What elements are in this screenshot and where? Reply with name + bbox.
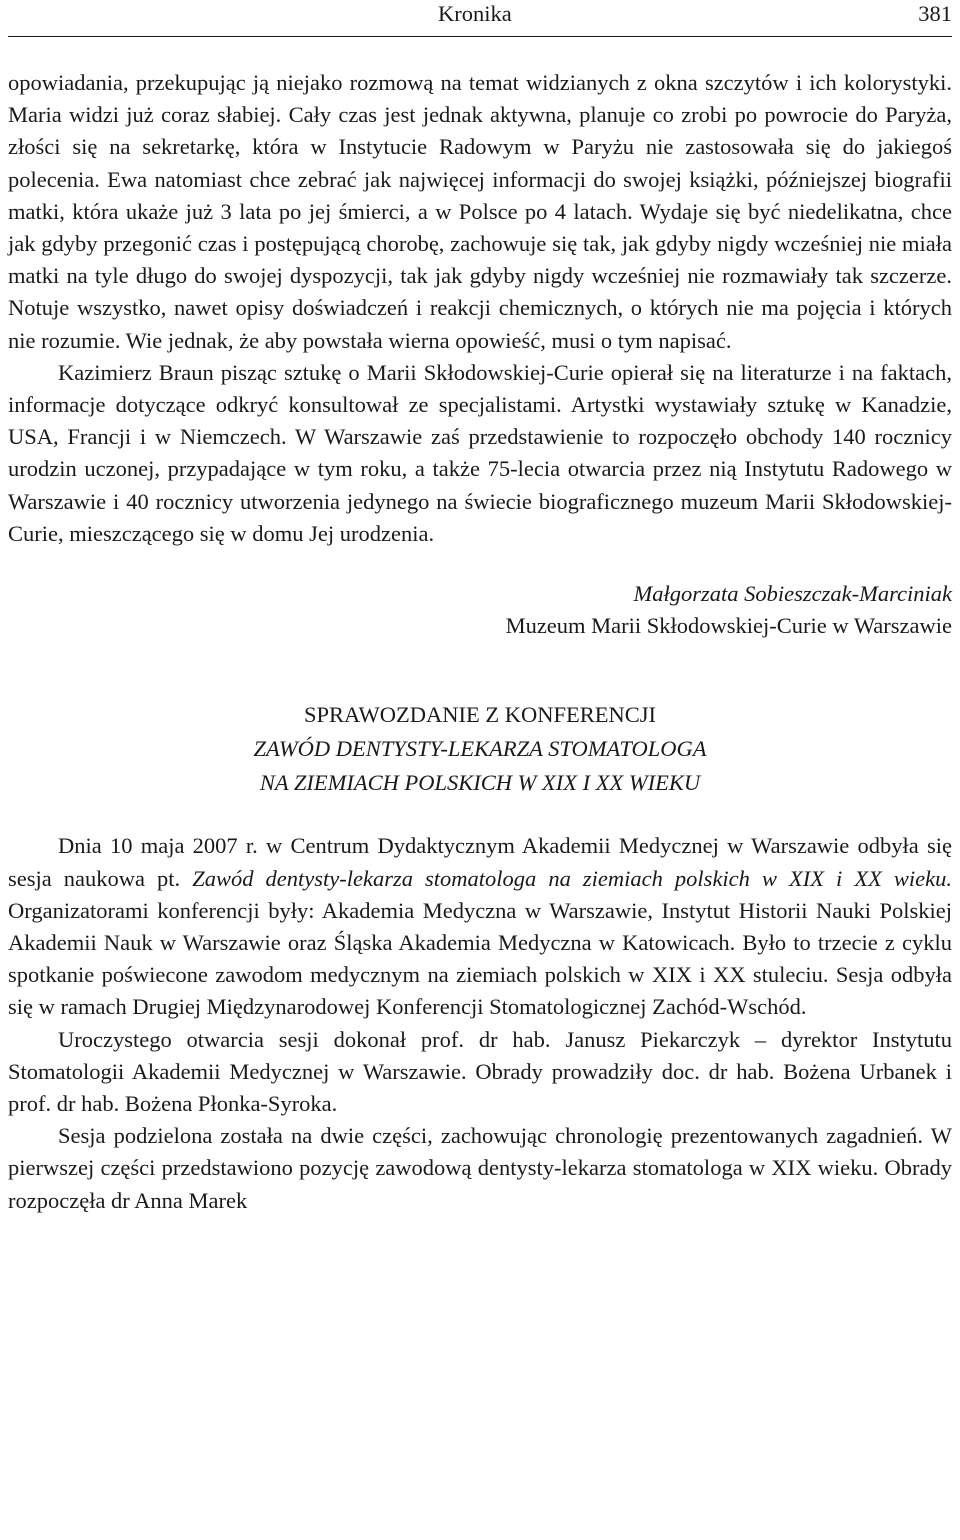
session-title: Zawód dentysty-lekarza stomatologa na ziemiach polskich w XIX i XX wieku. (192, 865, 952, 891)
paragraph: Sesja podzielona została na dwie części, zachowując chronologię prezentowanych zagadnień. W pierwszej części przedstawiono pozycję zawodową dentysty-lekarza stomatologa w XIX wieku. Obrady rozpoczęła dr Anna Marek (8, 1123, 952, 1213)
paragraph: opowiadania, przekupując ją niejako rozmową na temat widzianych z okna szczytów i ich kolorystyki. Maria widzi już coraz słabiej. Cały czas jest jednak aktywna, planuje co zrobi po powrocie do Paryża, złości się na sekretarkę, która w Instytucie Radowym w Paryżu nie zastosowała się do jakiegoś polecenia. Ewa natomiast chce zebrać jak najwięcej informacji do swojej książki, późniejszej biografii matki, która ukaże już 3 lata po jej śmierci, a w Polsce po 4 latach. Wydaje się być niedelikatna, chce jak gdyby przegonić czas i postępującą chorobę, zachowuje się tak, jak gdyby nigdy wcześniej nie miała matki na tyle długo do swojej dyspozycji, tak jak gdyby nigdy wcześniej nie rozmawiały tak szczerze. Notuje wszystko, nawet opisy doświadczeń i reakcji chemicznych, o których nie ma pojęcia i których nie rozumie. Wie jednak, że aby powstała wierna opowieść, musi o tym napisać. (8, 70, 952, 353)
paragraph: Kazimierz Braun pisząc sztukę o Marii Skłodowskiej-Curie opierał się na literaturze i na faktach, informacje dotyczące odkryć konsultował ze specjalistami. Artystki wystawiały sztukę w Kanadzie, USA, Francji i w Niemczech. W Warszawie zaś przedstawienie to rozpoczęło obchody 140 rocznicy urodzin uczonej, przypadające w tym roku, a także 75-lecia otwarcia przez nią Instytutu Radowego w Warszawie i 40 rocznicy utworzenia jedynego na świecie biograficznego muzeum Marii Skłodowskiej-Curie, mieszczącego się w domu Jej urodzenia. (8, 359, 952, 546)
report-body (8, 830, 952, 1216)
report-heading-line: SPRAWOZDANIE Z KONFERENCJI (304, 702, 656, 728)
article-continuation (8, 67, 952, 550)
report-heading-line: NA ZIEMIACH POLSKICH W XIX I XX WIEKU (259, 770, 701, 796)
document-page (8, 0, 952, 1217)
author-affiliation: Muzeum Marii Skłodowskiej-Curie w Warszawie (505, 613, 952, 639)
paragraph (8, 830, 952, 1023)
paragraph: Uroczystego otwarcia sesji dokonał prof. dr hab. Janusz Piekarczyk – dyrektor Instytutu Stomatologii Akademii Medycznej w Warszawie. Obrady prowadziły doc. dr hab. Bożena Urbanek i prof. dr hab. Bożena Płonka-Syroka. (8, 1026, 952, 1117)
text-run: Dnia 10 maja 2007 r. w Centrum Dydaktycznym Akademii Medycznej w Warszawie odbyła się sesja naukowa pt. (8, 833, 952, 891)
page-number: 381 (918, 1, 952, 26)
report-heading (8, 698, 952, 800)
report-heading-line: ZAWÓD DENTYSTY-LEKARZA STOMATOLOGA (253, 736, 707, 762)
author-name: Małgorzata Sobieszczak-Marciniak (633, 581, 952, 607)
signature-block (8, 578, 952, 642)
running-header (8, 0, 952, 37)
running-title: Kronika (438, 1, 512, 26)
text-run: Organizatorami konferencji były: Akademia Medyczna w Warszawie, Instytut Historii Nauki Polskiej Akademii Nauk w Warszawie oraz Śląska Akademia Medyczna w Katowicach. Było to trzecie z cyklu spotkanie poświecone zawodom medycznym na ziemiach polskich w XIX i XX stuleciu. Sesja odbyła się w ramach Drugiej Międzynarodowej Konferencji Stomatologicznej Zachód-Wschód. (8, 897, 952, 1020)
